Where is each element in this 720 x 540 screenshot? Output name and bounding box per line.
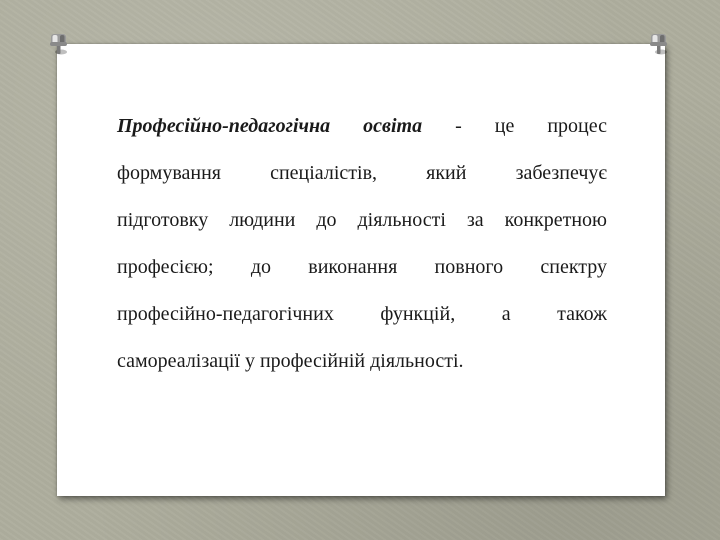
- pushpin-left-icon: [48, 30, 70, 60]
- defined-term: Професійно-педагогічна освіта: [117, 115, 423, 137]
- definition-line-1: [117, 108, 607, 155]
- pushpin-right-icon: [648, 30, 670, 60]
- definition-line-1-rest: - це процес: [455, 115, 607, 137]
- definition-line-2: формування спеціалістів, який забезпечує: [117, 162, 607, 184]
- definition-line-4: професією; до виконання повного спектру: [117, 256, 607, 278]
- definition-line-5: професійно-педагогічних функцій, а також: [117, 303, 607, 325]
- definition-line-3: підготовку людини до діяльності за конкретною: [117, 209, 607, 231]
- definition-text: [117, 108, 607, 390]
- definition-line-6: самореалізації у професійній діяльності.: [117, 350, 464, 372]
